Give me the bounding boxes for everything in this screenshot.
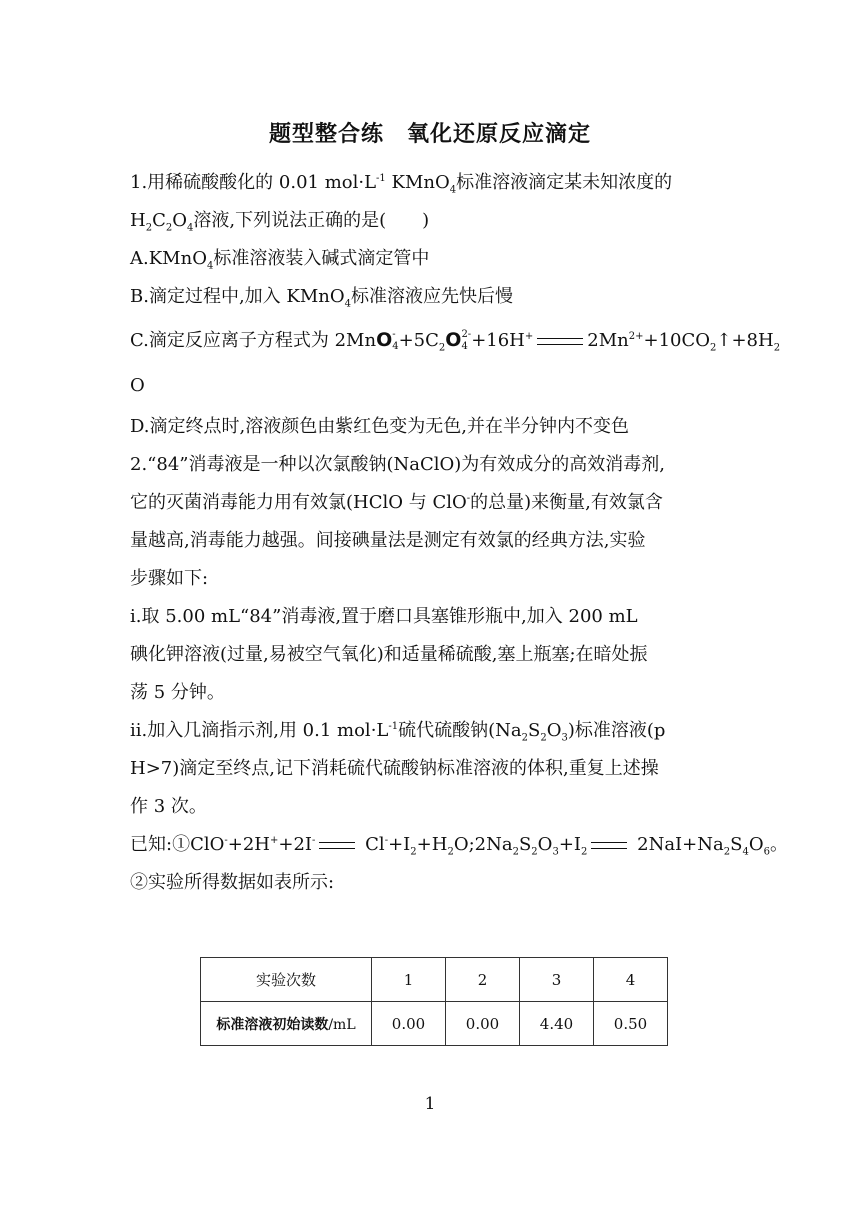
q1-option-c xyxy=(130,316,781,364)
table-col-header: 3 xyxy=(520,958,594,1002)
text: O xyxy=(537,834,553,855)
text: 溶液,下列说法正确的是( ) xyxy=(193,210,430,231)
subscript: 4 xyxy=(449,184,457,196)
text: O xyxy=(172,210,187,231)
q2-stem-line4 xyxy=(130,560,730,598)
text: 步骤如下: xyxy=(130,568,209,589)
text: S xyxy=(730,834,743,855)
subscript: 4 xyxy=(344,298,351,310)
subscript: 2 xyxy=(512,846,519,858)
question-content xyxy=(130,164,788,902)
text: +I xyxy=(558,834,582,855)
q2-stem-line1 xyxy=(130,446,730,484)
superscript: - xyxy=(392,329,396,340)
text: S xyxy=(528,720,541,741)
table-header-label: 实验次数 xyxy=(201,958,372,1002)
subscript: 2 xyxy=(723,846,731,858)
text: +10CO xyxy=(643,330,711,351)
q1-option-b xyxy=(130,278,730,316)
q1-stem-line2 xyxy=(130,202,730,240)
superscript: 2+ xyxy=(628,331,644,342)
ion-charge xyxy=(461,329,471,353)
table-row xyxy=(201,958,668,1002)
subscript: 2 xyxy=(521,732,529,744)
subscript: 6 xyxy=(763,846,770,858)
text: 标准溶液装入碱式滴定管中 xyxy=(213,248,430,269)
q1-option-c-wrap xyxy=(130,364,730,408)
subscript: 2 xyxy=(773,342,781,354)
q1-option-d xyxy=(130,408,730,446)
q2-stem-line2 xyxy=(130,484,730,522)
subscript: 3 xyxy=(561,732,568,744)
equals-arrow-icon xyxy=(591,842,627,849)
table-row xyxy=(201,1002,668,1046)
subscript: 4 xyxy=(187,222,194,234)
superscript: + xyxy=(269,835,279,846)
subscript: 4 xyxy=(461,341,468,352)
text: 1.用稀硫酸酸化的 0.01 mol·L xyxy=(130,172,377,193)
superscript: - xyxy=(466,493,471,504)
subscript: 2 xyxy=(531,846,538,858)
subscript: 4 xyxy=(206,260,214,272)
text: O xyxy=(376,329,393,351)
subscript: 2 xyxy=(165,222,173,234)
text: 。 xyxy=(769,834,788,855)
subscript: 2 xyxy=(410,846,417,858)
superscript: + xyxy=(524,331,534,342)
subscript: 4 xyxy=(392,341,399,352)
q2-step1-line1 xyxy=(130,598,730,636)
text: A.KMnO xyxy=(130,248,207,269)
text: KMnO xyxy=(385,172,450,193)
subscript: 2 xyxy=(710,342,717,354)
text: +2H xyxy=(227,834,270,855)
subscript: 3 xyxy=(552,846,559,858)
q1-stem-line1 xyxy=(130,164,730,202)
q2-known-line1 xyxy=(130,826,788,864)
text: O xyxy=(546,720,562,741)
q2-step1-line3 xyxy=(130,674,730,712)
text: S xyxy=(518,834,532,855)
text: 碘化钾溶液(过量,易被空气氧化)和适量稀硫酸,塞上瓶塞;在暗处振 xyxy=(130,644,648,665)
table-cell: 0.00 xyxy=(372,1002,446,1046)
q2-known-line2 xyxy=(130,864,730,902)
table-row-label xyxy=(201,1002,372,1046)
data-table xyxy=(200,957,668,1046)
subscript: 4 xyxy=(742,846,749,858)
text: )标准溶液(p xyxy=(567,720,666,741)
subscript: 2 xyxy=(438,342,446,354)
text: ⅰ.取 5.00 mL“84”消毒液,置于磨口具塞锥形瓶中,加入 200 mL xyxy=(130,606,638,627)
text: +H xyxy=(416,834,448,855)
table-col-header: 4 xyxy=(594,958,668,1002)
text: 它的灭菌消毒能力用有效氯(HClO 与 ClO xyxy=(130,492,467,513)
q2-stem-line3 xyxy=(130,522,730,560)
table-cell: 4.40 xyxy=(520,1002,594,1046)
text: +16H xyxy=(471,330,525,351)
superscript: - xyxy=(312,835,316,846)
q2-step2-line3 xyxy=(130,788,730,826)
subscript: 2 xyxy=(145,222,153,234)
text: +2I xyxy=(278,834,313,855)
text: O xyxy=(445,329,462,351)
text: C xyxy=(152,210,166,231)
text: Cl xyxy=(359,834,385,855)
text: O xyxy=(130,375,145,396)
superscript: -1 xyxy=(388,721,399,732)
text: 2NaI+Na xyxy=(631,834,724,855)
text: ↑+8H xyxy=(716,330,774,351)
text: 已知:①ClO xyxy=(130,834,225,855)
text: H xyxy=(130,210,146,231)
page-number: 1 xyxy=(424,1094,436,1114)
text: ②实验所得数据如表所示: xyxy=(130,872,335,893)
text: O xyxy=(748,834,764,855)
subscript: 2 xyxy=(447,846,454,858)
text: 硫代硫酸钠(Na xyxy=(398,720,522,741)
equals-arrow-icon xyxy=(537,338,583,345)
text: +I xyxy=(388,834,411,855)
text: +5C xyxy=(398,330,439,351)
text: 2Mn xyxy=(587,330,629,351)
subscript: 2 xyxy=(581,846,588,858)
page-title: 题型整合练 氧化还原反应滴定 xyxy=(268,122,591,147)
text: H>7)滴定至终点,记下消耗硫代硫酸钠标准溶液的体积,重复上述操 xyxy=(130,758,659,779)
unit: /mL xyxy=(328,1016,356,1033)
text: O;2Na xyxy=(453,834,513,855)
text: 标准溶液应先快后慢 xyxy=(351,286,513,307)
text: 量越高,消毒能力越强。间接碘量法是测定有效氯的经典方法,实验 xyxy=(130,530,646,551)
table-col-header: 1 xyxy=(372,958,446,1002)
text: 标准溶液滴定某未知浓度的 xyxy=(456,172,673,193)
q2-step2-line1 xyxy=(130,712,730,750)
table-col-header: 2 xyxy=(446,958,520,1002)
equals-arrow-icon xyxy=(319,842,355,849)
text: 的总量)来衡量,有效氯含 xyxy=(470,492,663,513)
text: 2.“84”消毒液是一种以次氯酸钠(NaClO)为有效成分的高效消毒剂, xyxy=(130,454,666,475)
text: ⅱ.加入几滴指示剂,用 0.1 mol·L xyxy=(130,720,389,741)
superscript: - xyxy=(384,835,389,846)
text: B.滴定过程中,加入 KMnO xyxy=(130,286,345,307)
superscript: 2- xyxy=(461,329,472,340)
superscript: -1 xyxy=(376,173,386,184)
q2-step2-line2 xyxy=(130,750,730,788)
text: D.滴定终点时,溶液颜色由紫红色变为无色,并在半分钟内不变色 xyxy=(130,416,629,437)
superscript: - xyxy=(224,835,228,846)
text: C.滴定反应离子方程式为 2Mn xyxy=(130,330,377,351)
text: 荡 5 分钟。 xyxy=(130,682,225,703)
table-cell: 0.00 xyxy=(446,1002,520,1046)
q1-option-a xyxy=(130,240,730,278)
q2-step1-line2 xyxy=(130,636,730,674)
subscript: 2 xyxy=(540,732,547,744)
table-cell: 0.50 xyxy=(594,1002,668,1046)
text: 标准溶液初始读数 xyxy=(216,1016,329,1033)
text: 作 3 次。 xyxy=(130,796,207,817)
